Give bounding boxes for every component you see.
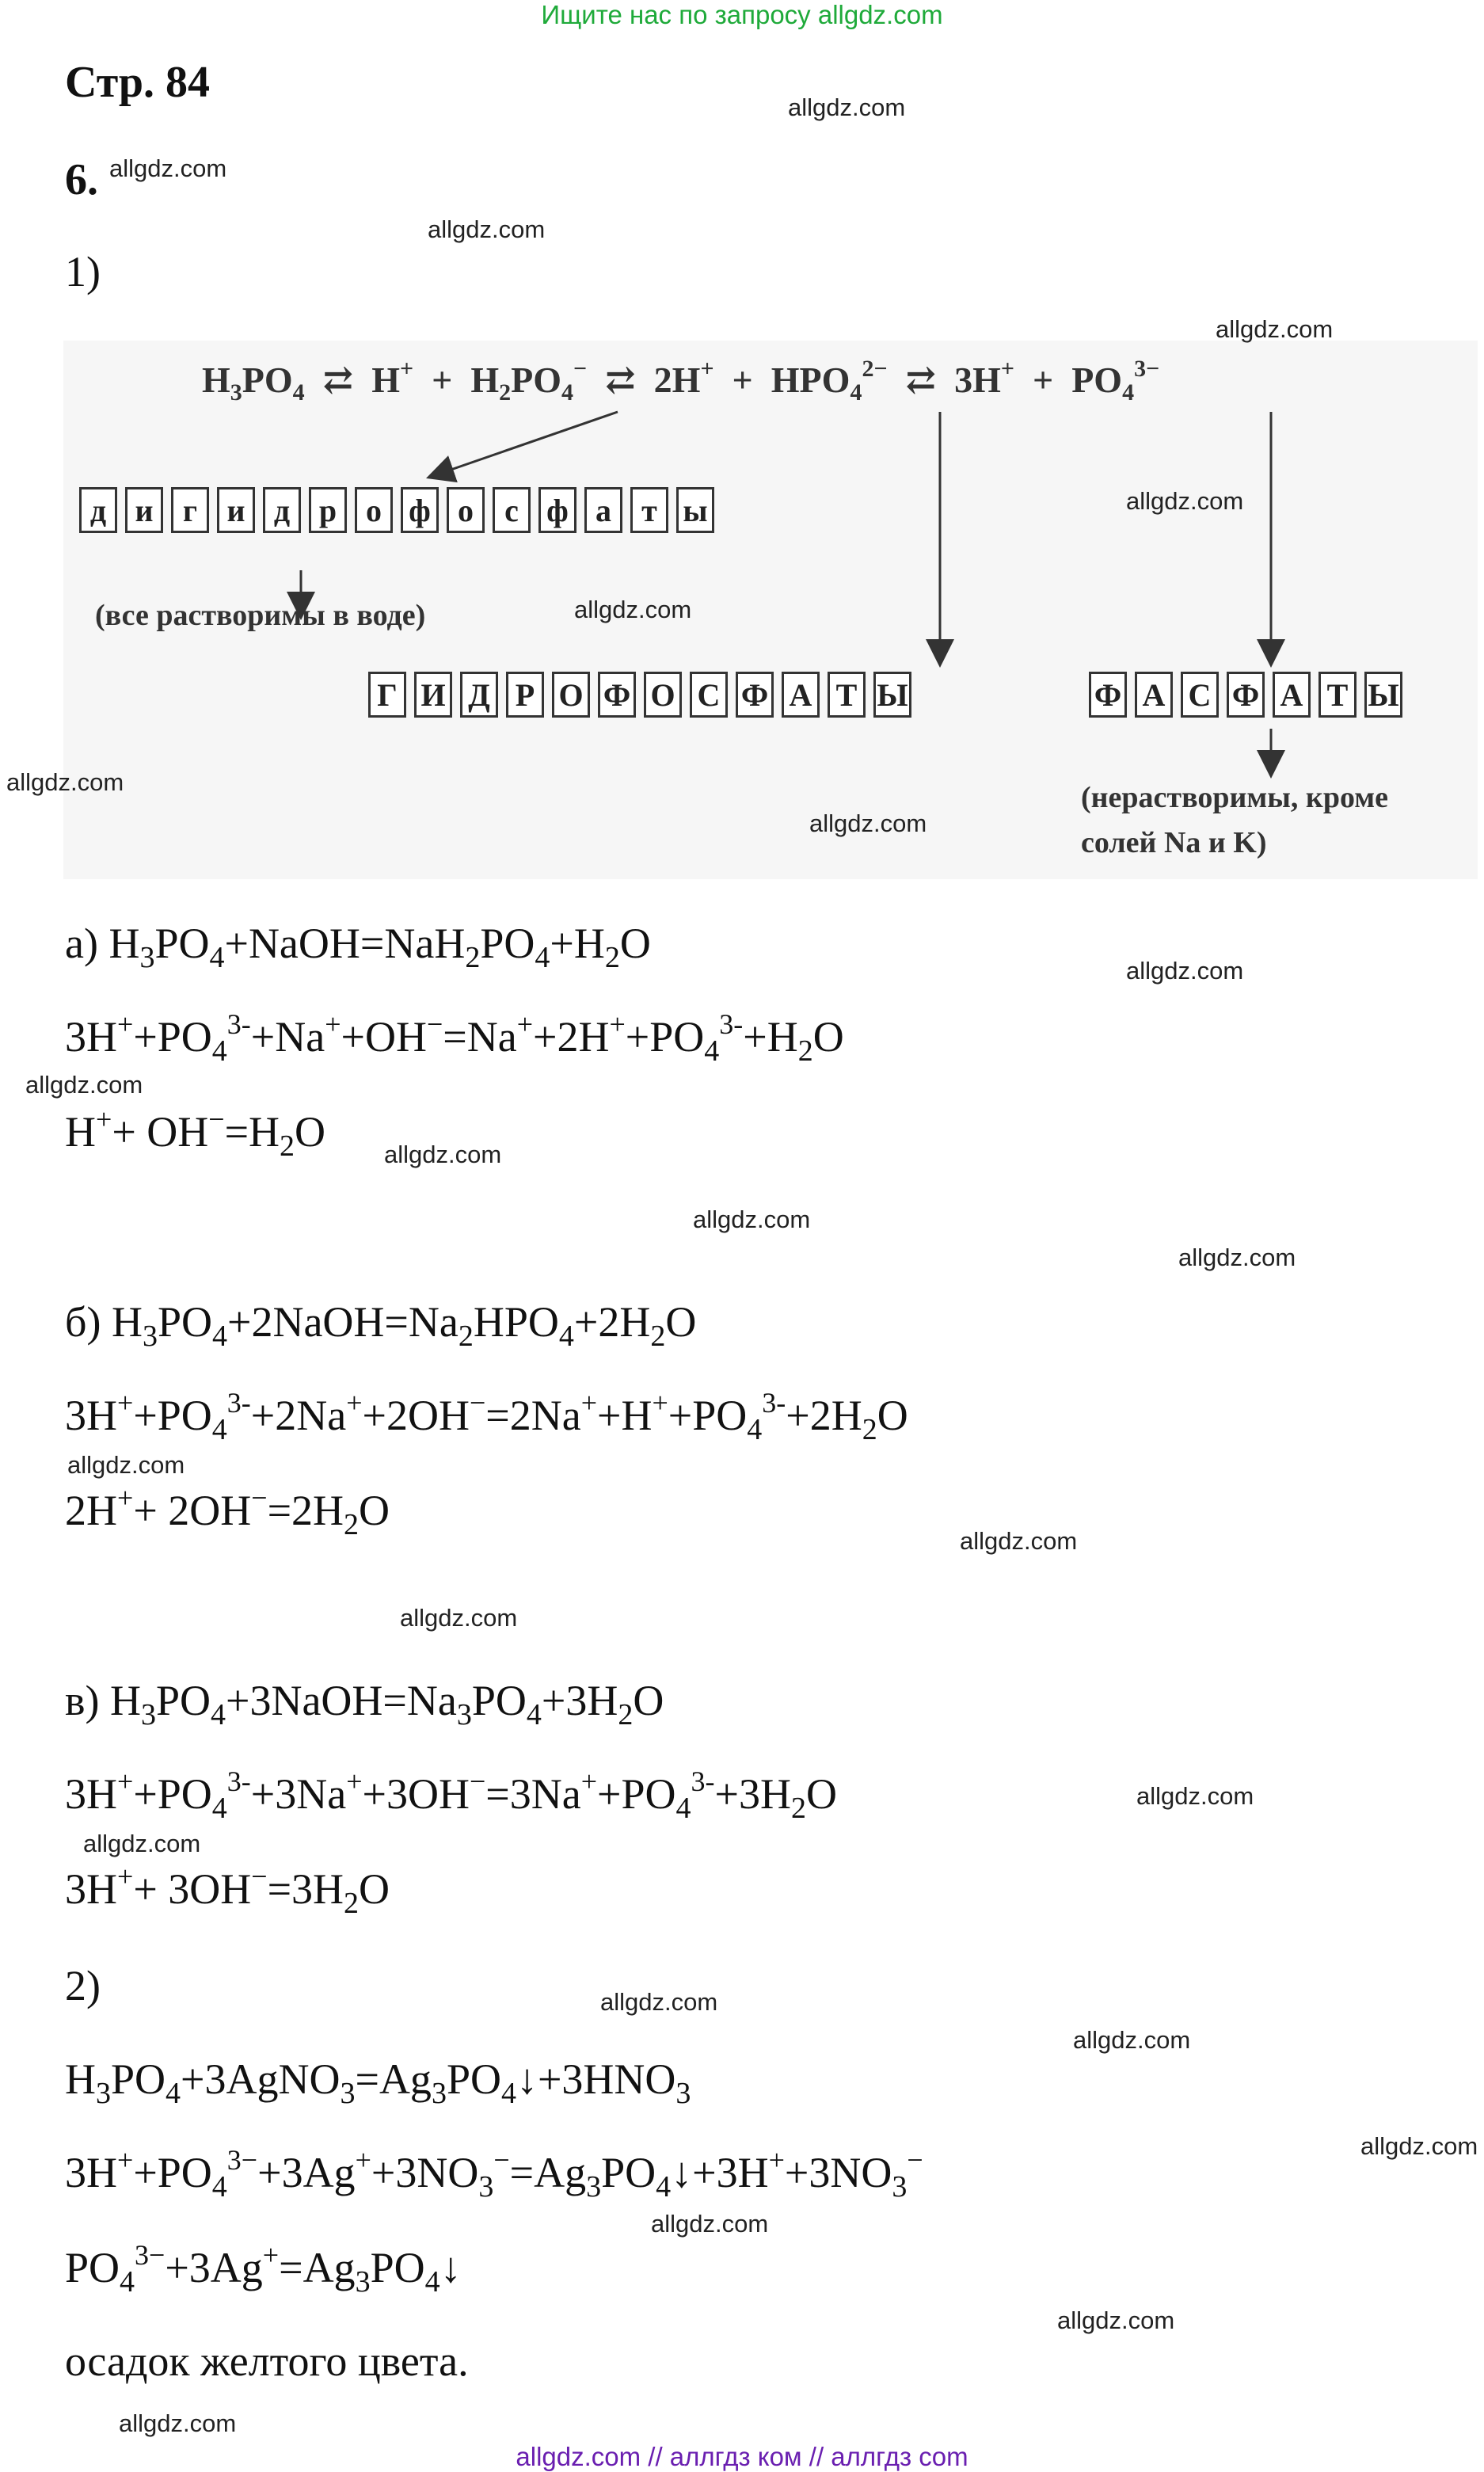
watermark: allgdz.com [83,1830,201,1857]
conclusion-text: осадок желтого цвета. [65,2337,469,2385]
letter-box: А [1273,672,1311,718]
h2po4-ion: $H_2PO_4^-$ [470,356,588,406]
watermark: allgdz.com [1073,2026,1191,2054]
letter-box: С [690,672,728,718]
letter-box: Т [828,672,866,718]
letter-box: г [171,487,209,533]
watermark: allgdz.com [1057,2306,1175,2334]
part-b-ionic: $3H^++PO_4^{3-}+2Na^++2OH^-=2Na^++H^++PO_4^{3-}+2H_2O$ [65,1387,908,1446]
hydrophosphates-boxes [368,672,911,718]
part-c-net: $3H^++ 3OH^-=3H_2O$ [65,1861,390,1920]
letter-box: Ф [1227,672,1265,718]
letter-box: И [414,672,452,718]
acid-formula: $H_3PO_4$ [202,360,305,406]
phosphates-boxes [1089,672,1402,718]
letter-box: Ф [598,672,636,718]
dihydrophosphates-boxes [79,487,714,533]
watermark: allgdz.com [809,809,927,837]
top-banner[interactable]: Ищите нас по запросу allgdz.com [541,0,943,29]
watermark: allgdz.com [1178,1244,1296,1271]
watermark: allgdz.com [1216,315,1334,343]
letter-box: Т [1318,672,1357,718]
phos-note-line-2: солей Na и K) [1081,826,1267,859]
letter-box: Р [506,672,544,718]
watermark: allgdz.com [1126,487,1244,515]
watermark: allgdz.com [25,1071,143,1099]
letter-box: С [1181,672,1219,718]
dissociation-equation: $H_3PO_4$ ⇄ $H^+ + H_2PO_4^-$ ⇄ $2H^+ + HPO_4^{2-}$ ⇄ $3H^+ + PO_4^{3-}$ [202,356,1160,406]
watermark: allgdz.com [400,1604,518,1632]
2h-ion: 2H+ [653,356,714,400]
equilibrium-arrow: ⇄ [322,360,354,400]
letter-box: Ф [736,672,774,718]
letter-box: Ы [1364,672,1402,718]
part-c-molecular: в) $H_3PO_4+3NaOH=Na_3PO_4+3H_2O$ [65,1677,664,1731]
part-2-net: $PO_4^{3-}+3Ag^+=Ag_3PO_4↓$ [65,2239,462,2299]
page-label: Стр. 84 [65,58,211,107]
letter-box: о [355,487,393,533]
watermark: allgdz.com [651,2210,769,2238]
letter-box: О [552,672,590,718]
letter-box: о [447,487,485,533]
letter-box: и [125,487,163,533]
watermark: allgdz.com [600,1988,718,2016]
watermark: allgdz.com [960,1527,1078,1555]
watermark: allgdz.com [119,2409,237,2437]
task-number: 6. [65,155,98,204]
po4-ion: $PO_4^{3-}$ [1071,356,1160,406]
letter-box: ф [401,487,439,533]
letter-box: р [309,487,347,533]
phos-note-line-1: (нерастворимы, кроме [1081,781,1388,814]
letter-box: О [644,672,682,718]
dissociation-scheme [63,341,1478,879]
dihydro-note: (все растворимы в воде) [95,599,426,632]
3h-ion: 3H+ [954,356,1014,400]
watermark: allgdz.com [6,768,124,796]
watermark: allgdz.com [788,93,906,121]
part-c-ionic: $3H^++PO_4^{3-}+3Na^++3OH^-=3Na^++PO_4^{3-}+3H_2O$ [65,1765,837,1825]
letter-box: Ы [873,672,911,718]
part-b-net: $2H^++ 2OH^-=2H_2O$ [65,1482,390,1541]
part-a-net: $H^++ OH^-=H_2O$ [65,1103,326,1163]
watermark: allgdz.com [574,596,692,623]
watermark: allgdz.com [1136,1782,1254,1810]
bottom-banner[interactable]: allgdz.com // аллгдз ком // аллгдз com [516,2442,968,2471]
letter-box: ф [538,487,576,533]
part-a-molecular: а) $H_3PO_4+NaOH=NaH_2PO_4+H_2O$ [65,920,651,974]
watermark: allgdz.com [428,215,546,243]
letter-box: Г [368,672,406,718]
letter-box: ы [676,487,714,533]
letter-box: Ф [1089,672,1127,718]
watermark: allgdz.com [1360,2132,1478,2160]
part-b-molecular: б) $H_3PO_4+2NaOH=Na_2HPO_4+2H_2O$ [65,1298,697,1353]
watermark: allgdz.com [109,154,227,182]
step-2-label: 2) [65,1962,101,2009]
letter-box: А [1135,672,1173,718]
letter-box: Д [460,672,498,718]
letter-box: А [782,672,820,718]
letter-box: д [263,487,301,533]
part-a-ionic: $3H^++PO_4^{3-}+Na^++OH^-=Na^++2H^++PO_4^{3-}+H_2O$ [65,1008,844,1068]
step-1-label: 1) [65,248,101,295]
h-ion: H+ [371,356,414,400]
letter-box: и [217,487,255,533]
watermark: allgdz.com [67,1451,185,1479]
letter-box: т [630,487,668,533]
letter-box: а [584,487,622,533]
part-2-molecular: $H_3PO_4+3AgNO_3=Ag_3PO_4↓+3HNO_3$ [65,2055,691,2110]
hpo4-ion: $HPO_4^{2-}$ [771,356,888,406]
part-2-ionic: $3H^++PO_4^{3-}+3Ag^++3NO_3^-=Ag_3PO_4↓+3H^++3NO_3^-$ [65,2144,923,2203]
watermark: allgdz.com [384,1141,502,1168]
watermark: allgdz.com [1126,957,1244,985]
letter-box: с [493,487,531,533]
arrow-to-dihydrophosphates [439,412,618,474]
watermark: allgdz.com [693,1206,811,1233]
letter-box: д [79,487,117,533]
